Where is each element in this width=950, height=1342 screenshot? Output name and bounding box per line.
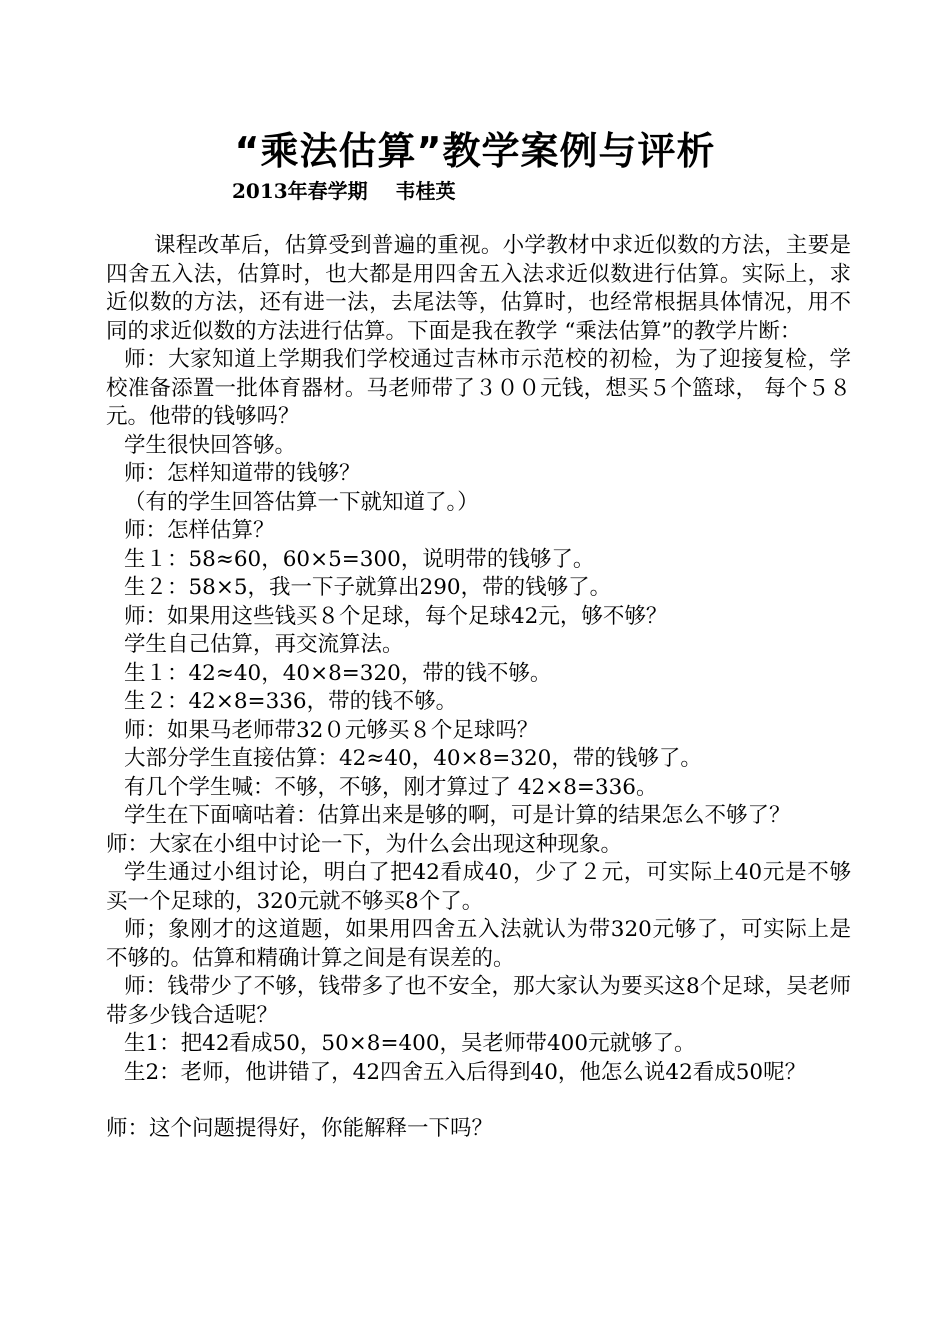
dialogue-line: 生１：58≈60，60×5=300，说明带的钱够了。	[124, 546, 595, 572]
dialogue-line: 学生自己估算，再交流算法。	[124, 632, 404, 657]
dialogue-line: 生2：老师，他讲错了，42四舍五入后得到40，他怎么说42看成50呢？	[124, 1059, 807, 1085]
dialogue-line: 学生在下面嘀咕着：估算出来是够的啊，可是计算的结果怎么不够了？	[124, 803, 791, 828]
dialogue-line: 生１：42≈40，40×8=320，带的钱不够。	[124, 660, 552, 686]
dialogue-line: 生２：42×8=336，带的钱不够。	[124, 689, 458, 714]
document-subtitle: 2013年春学期 韦桂英	[232, 179, 456, 203]
dialogue-line: 师：钱带少了不够，钱带多了也不安全，那大家认为要买这8个足球，吴老师带多少钱合适呢？	[106, 974, 851, 1028]
dialogue-line: 师：怎样知道带的钱够？	[124, 461, 361, 486]
dialogue-line: 师：如果用这些钱买８个足球，每个足球42元，够不够？	[124, 603, 668, 629]
blank-line	[106, 1087, 851, 1115]
dialogue-line: 师：大家知道上学期我们学校通过吉林市示范校的初检，为了迎接复检，学校准备添置一批体育器材。马老师带了３００元钱，想买５个篮球， 每个５８元。他带的钱够吗？	[106, 347, 851, 429]
dialogue-line: 师：大家在小组中讨论一下，为什么会出现这种现象。	[106, 831, 623, 857]
dialogue-line: 生1：把42看成50，50×8=400，吴老师带400元就够了。	[124, 1031, 696, 1056]
dialogue-line: 师；象刚才的这道题，如果用四舍五入法就认为带320元够了，可实际上是不够的。估算和精确计算之间是有误差的。	[106, 917, 851, 971]
dialogue-line: 师：如果马老师带32０元够买８个足球吗？	[124, 717, 539, 743]
dialogue-line: 学生很快回答够。	[124, 432, 297, 458]
dialogue-line: 大部分学生直接估算：42≈40，40×8=320，带的钱够了。	[124, 746, 702, 771]
dialogue-line: （有的学生回答估算一下就知道了。）	[124, 489, 479, 515]
dialogue-line: 有几个学生喊：不够，不够，刚才算过了 42×8=336。	[124, 774, 658, 800]
dialogue-line: 生２：58×5，我一下子就算出290，带的钱够了。	[124, 575, 612, 600]
dialogue-line: 学生通过小组讨论，明白了把42看成40，少了２元，可实际上40元是不够买一个足球的，320元就不够买8个了。	[106, 860, 851, 914]
document-title: “乘法估算”教学案例与评析	[234, 129, 716, 173]
document-body	[106, 232, 851, 1144]
dialogue-line: 师：怎样估算？	[124, 518, 275, 543]
dialogue-line: 师：这个问题提得好，你能解释一下吗？	[106, 1116, 494, 1141]
intro-paragraph: 课程改革后，估算受到普遍的重视。小学教材中求近似数的方法，主要是四舍五入法，估算时，也大都是用四舍五入法求近似数进行估算。实际上，求近似数的方法，还有进一法，去尾法等，估算时，也经常根据具体情况，用不同的求近似数的方法进行估算。下面是我在教学 “乘法估算”的教学片断：	[106, 233, 851, 344]
